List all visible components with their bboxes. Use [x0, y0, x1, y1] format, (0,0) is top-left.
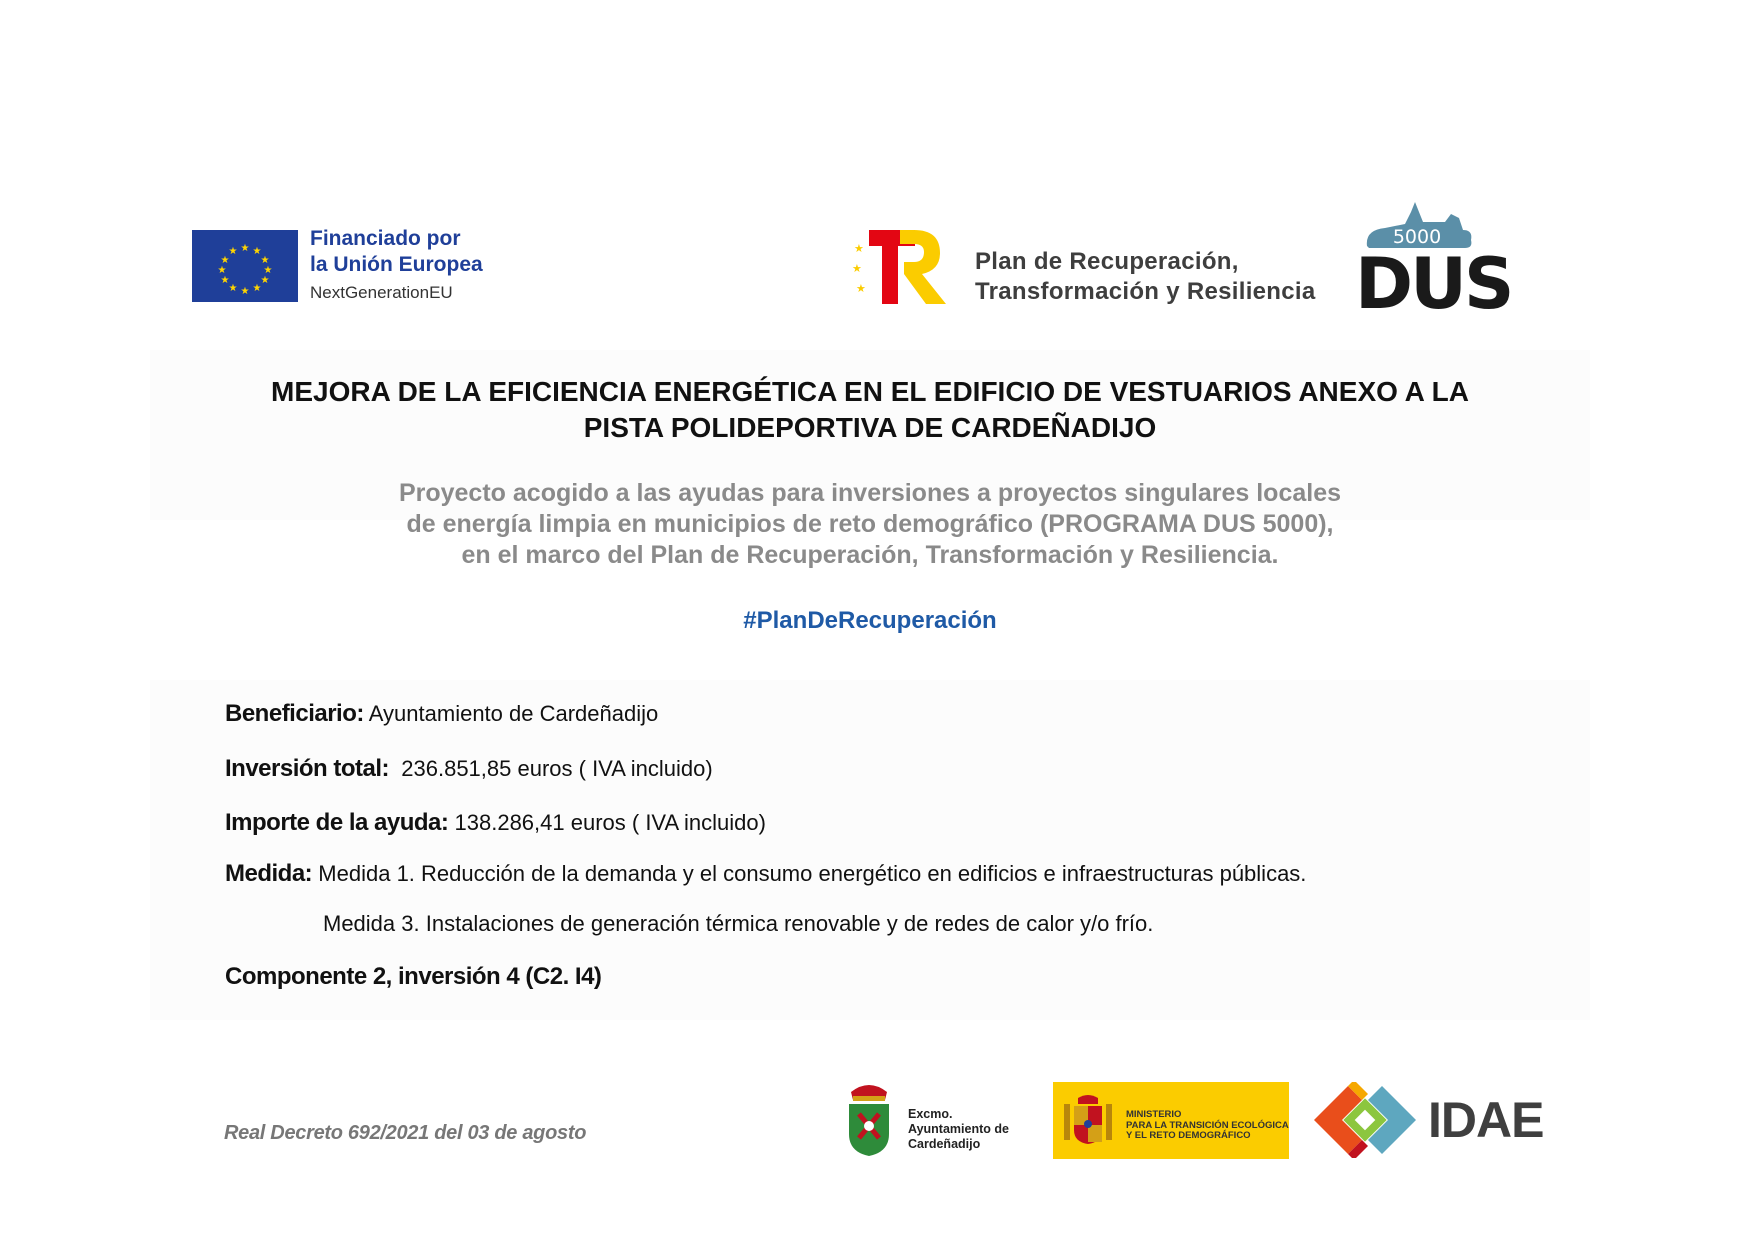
eu-line-1: Financiado por [310, 227, 461, 250]
svg-text:★: ★ [240, 286, 250, 297]
title-line-1: MEJORA DE LA EFICIENCIA ENERGÉTICA EN EL EDIFICIO DE VESTUARIOS ANEXO A LA [271, 376, 1469, 407]
svg-text:★: ★ [220, 275, 230, 286]
svg-text:★: ★ [217, 265, 227, 276]
plan-line-2: Transformación y Resiliencia [975, 278, 1316, 305]
dus-text: DUS [1355, 243, 1512, 312]
svg-text:★: ★ [856, 282, 866, 295]
svg-text:★: ★ [220, 255, 230, 266]
medida-label: Medida: [225, 860, 313, 887]
ayto-line-2: Ayuntamiento de [908, 1122, 1009, 1136]
medida-1: Medida 1. Reducción de la demanda y el consumo energético en edificios e infraestructuras públicas. [318, 861, 1307, 886]
min-line-1: MINISTERIO [1126, 1109, 1182, 1120]
spain-coat-of-arms-icon [1062, 1094, 1114, 1146]
ayuntamiento-text [908, 1107, 1009, 1152]
svg-text:★: ★ [240, 243, 250, 254]
eu-line-2: la Unión Europea [310, 253, 483, 276]
ministerio-text [1126, 1110, 1289, 1142]
medida-3-row [323, 911, 1153, 937]
subtitle-line-1: Proyecto acogido a las ayudas para inversiones a proyectos singulares locales [398, 479, 1342, 507]
beneficiario-row [225, 700, 658, 728]
svg-text:★: ★ [228, 246, 238, 257]
ayto-line-1: Excmo. [908, 1107, 953, 1121]
inversion-value: 236.851,85 euros ( IVA incluido) [401, 756, 713, 781]
cardenadijo-crest-icon [845, 1078, 893, 1158]
medida-row [225, 860, 1306, 888]
svg-text:★: ★ [252, 283, 262, 294]
svg-text:★: ★ [854, 242, 864, 255]
plan-recuperacion-text [975, 247, 1316, 307]
dus-badge-text: 5000 [1392, 226, 1442, 248]
subtitle-line-3: en el marco del Plan de Recuperación, Transformación y Resiliencia. [461, 541, 1279, 569]
plan-line-1: Plan de Recuperación, [975, 248, 1239, 275]
eu-line-3: NextGenerationEU [310, 283, 453, 302]
inversion-row [225, 755, 713, 783]
ayto-line-3: Cardeñadijo [908, 1137, 981, 1151]
eu-funding-text [310, 226, 483, 306]
componente-row [225, 963, 601, 991]
idae-text: IDAE [1428, 1092, 1544, 1148]
title-line-2: PISTA POLIDEPORTIVA DE CARDEÑADIJO [583, 412, 1157, 443]
beneficiario-label: Beneficiario: [225, 700, 364, 727]
idae-logo-icon [1310, 1082, 1420, 1158]
eu-flag-logo [192, 230, 298, 302]
importe-value: 138.286,41 euros ( IVA incluido) [454, 810, 766, 835]
svg-text:★: ★ [263, 265, 273, 276]
svg-text:★: ★ [260, 275, 270, 286]
project-subtitle [250, 478, 1490, 571]
svg-text:★: ★ [260, 255, 270, 266]
project-title [150, 374, 1590, 446]
eu-stars-icon [192, 230, 298, 302]
svg-text:★: ★ [852, 262, 862, 275]
tr-logo [852, 226, 952, 308]
svg-text:★: ★ [252, 246, 262, 257]
componente-text: Componente 2, inversión 4 (C2. I4) [225, 963, 602, 990]
svg-text:★: ★ [228, 283, 238, 294]
subtitle-line-2: de energía limpia en municipios de reto demográfico (PROGRAMA DUS 5000), [406, 510, 1334, 538]
decree-reference: Real Decreto 692/2021 del 03 de agosto [224, 1122, 587, 1144]
medida-3: Medida 3. Instalaciones de generación térmica renovable y de redes de calor y/o frío. [323, 911, 1154, 936]
min-line-2: PARA LA TRANSICIÓN ECOLÓGICA [1126, 1119, 1289, 1131]
dus-5000-logo [1355, 200, 1515, 312]
importe-row [225, 809, 766, 837]
inversion-label: Inversión total: [225, 755, 390, 782]
min-line-3: Y EL RETO DEMOGRÁFICO [1126, 1130, 1251, 1141]
beneficiario-value: Ayuntamiento de Cardeñadijo [368, 701, 659, 726]
hashtag: #PlanDeRecuperación [743, 607, 997, 634]
importe-label: Importe de la ayuda: [225, 809, 449, 836]
